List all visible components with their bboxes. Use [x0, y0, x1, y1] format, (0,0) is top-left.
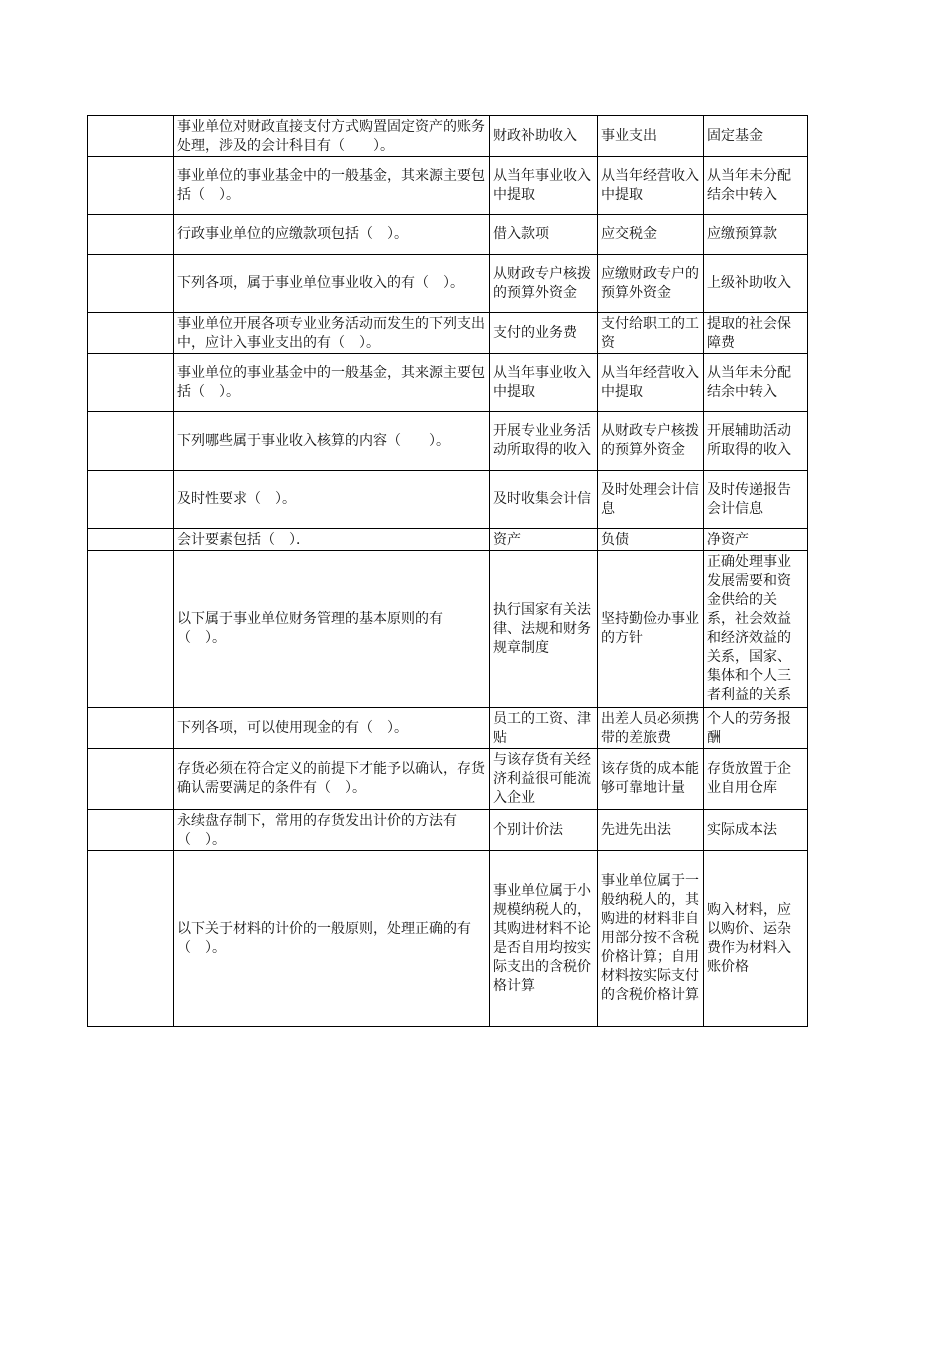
table-row: [88, 215, 808, 255]
row-number-cell: [88, 810, 174, 851]
table-row: [88, 157, 808, 215]
option-a-cell: 财政补助收入: [490, 116, 598, 157]
table-row: [88, 529, 808, 551]
option-c-cell: 开展辅助活动所取得的收入: [704, 412, 808, 471]
option-a-cell: 员工的工资、津贴: [490, 708, 598, 749]
option-c-cell: 从当年未分配结余中转入: [704, 354, 808, 412]
question-cell: 以下属于事业单位财务管理的基本原则的有（ ）。: [174, 551, 490, 708]
option-b-cell: 该存货的成本能够可靠地计量: [598, 749, 704, 810]
table-row: [88, 313, 808, 354]
option-a-cell: 事业单位属于小规模纳税人的，其购进材料不论是否自用均按实际支出的含税价格计算: [490, 851, 598, 1027]
option-b-cell: 支付给职工的工资: [598, 313, 704, 354]
row-number-cell: [88, 471, 174, 529]
option-b-cell: 先进先出法: [598, 810, 704, 851]
option-b-cell: 事业单位属于一般纳税人的，其购进的材料非自用部分按不含税价格计算；自用材料按实际支付的含税价格计算: [598, 851, 704, 1027]
question-cell: 会计要素包括（ ）．: [174, 529, 490, 551]
table-row: [88, 551, 808, 708]
table-row: [88, 851, 808, 1027]
option-c-cell: 净资产: [704, 529, 808, 551]
option-b-cell: 从当年经营收入中提取: [598, 157, 704, 215]
question-cell: 及时性要求（ ）。: [174, 471, 490, 529]
question-cell: 永续盘存制下，常用的存货发出计价的方法有（ ）。: [174, 810, 490, 851]
option-a-cell: 执行国家有关法律、法规和财务规章制度: [490, 551, 598, 708]
option-a-cell: 开展专业业务活动所取得的收入: [490, 412, 598, 471]
table-row: [88, 471, 808, 529]
question-cell: 下列各项，可以使用现金的有（ ）。: [174, 708, 490, 749]
option-c-cell: 正确处理事业发展需要和资金供给的关系，社会效益和经济效益的关系，国家、集体和个人三者利益的关系: [704, 551, 808, 708]
row-number-cell: [88, 313, 174, 354]
option-a-cell: 与该存货有关经济利益很可能流入企业: [490, 749, 598, 810]
table-row: [88, 412, 808, 471]
option-a-cell: 从当年事业收入中提取: [490, 354, 598, 412]
option-a-cell: 从财政专户核拨的预算外资金: [490, 255, 598, 313]
question-cell: 事业单位开展各项专业业务活动而发生的下列支出中，应计入事业支出的有（ ）。: [174, 313, 490, 354]
row-number-cell: [88, 215, 174, 255]
option-c-cell: 应缴预算款: [704, 215, 808, 255]
option-b-cell: 负债: [598, 529, 704, 551]
option-b-cell: 出差人员必须携带的差旅费: [598, 708, 704, 749]
option-b-cell: 坚持勤俭办事业的方针: [598, 551, 704, 708]
question-cell: 以下关于材料的计价的一般原则，处理正确的有（ ）。: [174, 851, 490, 1027]
option-c-cell: 及时传递报告会计信息: [704, 471, 808, 529]
option-c-cell: 个人的劳务报酬: [704, 708, 808, 749]
table-row: [88, 255, 808, 313]
option-c-cell: 存货放置于企业自用仓库: [704, 749, 808, 810]
question-cell: 下列哪些属于事业收入核算的内容（ ）。: [174, 412, 490, 471]
question-cell: 事业单位的事业基金中的一般基金，其来源主要包括（ ）。: [174, 354, 490, 412]
option-c-cell: 固定基金: [704, 116, 808, 157]
option-a-cell: 借入款项: [490, 215, 598, 255]
option-b-cell: 从财政专户核拨的预算外资金: [598, 412, 704, 471]
table-row: [88, 116, 808, 157]
row-number-cell: [88, 255, 174, 313]
table-row: [88, 354, 808, 412]
question-table-body: [88, 116, 808, 1027]
option-a-cell: 从当年事业收入中提取: [490, 157, 598, 215]
option-b-cell: 从当年经营收入中提取: [598, 354, 704, 412]
option-a-cell: 支付的业务费: [490, 313, 598, 354]
question-cell: 事业单位对财政直接支付方式购置固定资产的账务处理，涉及的会计科目有（ ）。: [174, 116, 490, 157]
option-a-cell: 及时收集会计信: [490, 471, 598, 529]
option-b-cell: 事业支出: [598, 116, 704, 157]
row-number-cell: [88, 157, 174, 215]
row-number-cell: [88, 749, 174, 810]
option-c-cell: 实际成本法: [704, 810, 808, 851]
row-number-cell: [88, 708, 174, 749]
question-cell: 存货必须在符合定义的前提下才能予以确认，存货确认需要满足的条件有（ ）。: [174, 749, 490, 810]
option-c-cell: 从当年未分配结余中转入: [704, 157, 808, 215]
option-b-cell: 及时处理会计信息: [598, 471, 704, 529]
option-c-cell: 提取的社会保障费: [704, 313, 808, 354]
row-number-cell: [88, 412, 174, 471]
option-c-cell: 购入材料，应以购价、运杂费作为材料入账价格: [704, 851, 808, 1027]
table-row: [88, 749, 808, 810]
option-c-cell: 上级补助收入: [704, 255, 808, 313]
row-number-cell: [88, 851, 174, 1027]
row-number-cell: [88, 116, 174, 157]
question-cell: 行政事业单位的应缴款项包括（ ）。: [174, 215, 490, 255]
row-number-cell: [88, 551, 174, 708]
question-cell: 事业单位的事业基金中的一般基金，其来源主要包括（ ）。: [174, 157, 490, 215]
question-cell: 下列各项，属于事业单位事业收入的有（ ）。: [174, 255, 490, 313]
row-number-cell: [88, 354, 174, 412]
option-b-cell: 应交税金: [598, 215, 704, 255]
table-row: [88, 810, 808, 851]
option-a-cell: 资产: [490, 529, 598, 551]
question-table: [87, 115, 808, 1027]
option-a-cell: 个别计价法: [490, 810, 598, 851]
row-number-cell: [88, 529, 174, 551]
table-row: [88, 708, 808, 749]
option-b-cell: 应缴财政专户的预算外资金: [598, 255, 704, 313]
